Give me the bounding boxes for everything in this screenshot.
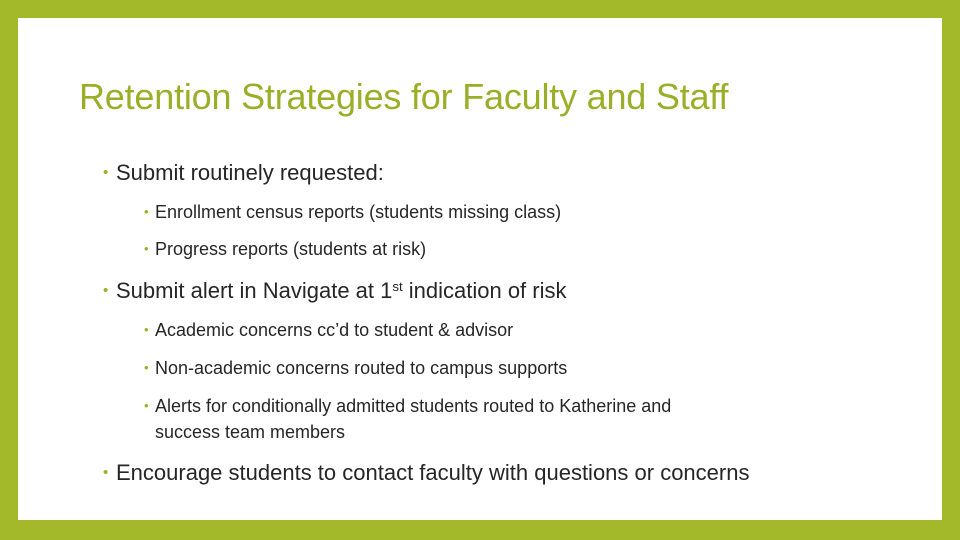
bullet-text: Academic concerns cc’d to student & advisor	[155, 320, 514, 340]
bullet-item-submit-alert	[103, 278, 567, 304]
bullet-item-non-academic-concerns	[144, 358, 567, 379]
slide-title: Retention Strategies for Faculty and Staff	[79, 76, 729, 117]
bullet-item-academic-concerns	[144, 320, 513, 341]
bullet-item-alerts-conditional	[144, 396, 671, 417]
bullet-text: Submit routinely requested:	[116, 160, 384, 185]
bullet-text-before: Submit alert in Navigate at 1	[116, 278, 393, 303]
bullet-item-encourage-students	[103, 460, 749, 486]
bullet-icon: •	[103, 464, 109, 481]
bullet-icon: •	[144, 204, 149, 219]
bullet-icon: •	[144, 360, 149, 375]
bullet-text-after: indication of risk	[402, 278, 567, 303]
bullet-icon: •	[144, 322, 149, 337]
bullet-text: Encourage students to contact faculty with questions or concerns	[116, 460, 750, 485]
bullet-text: Progress reports (students at risk)	[155, 239, 427, 259]
bullet-icon: •	[103, 282, 109, 299]
superscript-st: st	[392, 279, 403, 294]
bullet-item-submit-requested	[103, 160, 384, 186]
bullet-text-continuation: success team members	[155, 422, 346, 442]
bullet-item-enrollment-census	[144, 202, 561, 223]
bullet-text: Alerts for conditionally admitted students routed to Katherine and	[155, 396, 672, 416]
bullet-icon: •	[144, 398, 149, 413]
bullet-item-progress-reports	[144, 239, 426, 260]
bullet-icon: •	[144, 241, 149, 256]
bullet-text: Enrollment census reports (students missing class)	[155, 202, 562, 222]
bullet-text: Non-academic concerns routed to campus supports	[155, 358, 568, 378]
bullet-icon: •	[103, 164, 109, 181]
